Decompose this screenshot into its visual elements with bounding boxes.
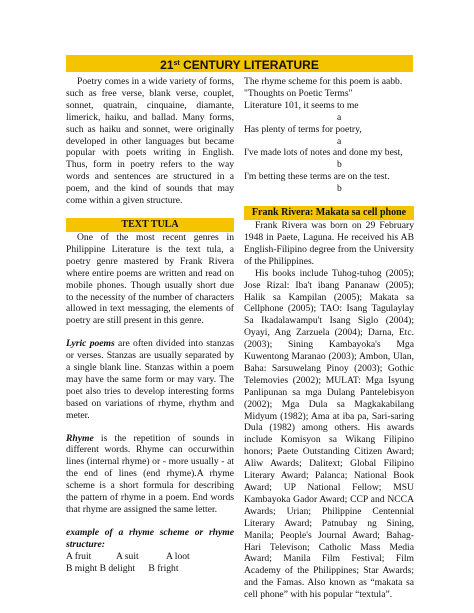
frank-bio-paragraph-2: His books include Tuhog-tuhog (2005); Jose Rizal: Iba't ibang Pananaw (2005); Halik sa Kampilan (2005); Makata sa Cellphone (2005); TAO: Isang Tagulaylay Sa Ikadalawampu't Isang Siglo (2004); Oyayi, Ang Zarzuela (2004); Darna, Etc. (2003); Sining Kambayoka's Mga Kuwentong Maranao (2003); Ambon, Ulan, Baha: Sarsuwelang Pinoy (2003); Gothic Telemovies (2002); MULAT: Mga Isyung Panlipunan sa mga Dulang Pantelebisyon (2002); Mga Dula sa Magkakabilang Midyum (1982); Ama at iba pa, Sari-saring Dula (1982) among others. His awards include Komisyon sa Wikang Filipino honors; Paete Outstanding Citizen Award; Aliw Awards; Dalitext; Global Filipino Literary Award; Palanca; National Book Award; UP National Fellow; MSU Kambayoka Gador Award; CCP and NCCA Awards; Urian; Philippine Centennial Literary Award; Patnubay ng Sining, Manila; People's Journal Award; Bahag-Hari Televison; Catholic Mass Media Award; Manila Film Festival; Film Academy of the Philippines; Star Awards; and the Famas. Also known as “makata sa cell phone” with his popular “textula”. <box>244 267 414 601</box>
right-column <box>244 76 414 601</box>
rhyme-term: Rhyme <box>66 432 94 444</box>
page-title <box>66 55 413 72</box>
title-number: 21 <box>160 58 174 72</box>
text-tula-heading: TEXT TULA <box>66 218 234 232</box>
rhyme-paragraph <box>66 433 234 516</box>
poem-title: "Thoughts on Poetic Terms" <box>244 87 353 99</box>
poem-line: I'm betting these terms are on the test. <box>244 171 390 183</box>
rhyme-letter: a <box>337 135 342 147</box>
rhyme-letter: b <box>337 183 342 195</box>
example-label: example of a rhyme scheme or rhyme structure: <box>66 526 234 550</box>
text-tula-paragraph: One of the most recent genres in Philippine Literature is the text tula, a poetry genre mastered by Frank Rivera where entire poems are written and read on mobile phones. Though usually short due to the necessity of the number of characters allowed in text messaging, the elements of poetry are still present in this genre. <box>66 231 234 327</box>
example-item: B might B delight <box>66 562 136 574</box>
frank-bio-paragraph-1: Frank Rivera was born on 29 February 1948 in Paete, Laguna. He received his AB English-Filipino degree from the University of the Philippines. <box>244 220 414 267</box>
example-item: A loot <box>166 550 190 562</box>
example-row-2 <box>66 563 234 575</box>
title-text: CENTURY LITERATURE <box>179 58 319 72</box>
lyric-paragraph <box>66 338 234 421</box>
example-item: A fruit <box>66 550 92 562</box>
intro-paragraph: Poetry comes in a wide variety of forms, such as free verse, blank verse, couplet, sonnet, quatrain, cinquaine, diamante, limerick, haiku, and ballad. Many forms, such as haiku and sonnet, were originally developed in other languages but became popular with poets writing in English. Thus, form in poetry refers to the way words and sentences are structured in a poem, and the kind of sounds that may come within a given structure. <box>66 76 234 207</box>
frank-rivera-heading: Frank Rivera: Makata sa cell phone <box>244 206 414 220</box>
lyric-term: Lyric poems <box>66 338 115 350</box>
poem-line: I've made lots of notes and done my best, <box>244 147 403 159</box>
rhyme-letter: b <box>337 159 342 171</box>
rhyme-letter: a <box>337 111 342 123</box>
left-column <box>66 76 234 575</box>
lyric-text: are often divided into stanzas or verses. Stanzas are usually separated by a single blank line. Stanzas within a poem may have the same form or may vary. The poet also tries to develop interesting forms based on variations of rhyme, rhythm and meter. <box>66 338 234 421</box>
example-item: A suit <box>116 550 139 562</box>
poem-line: Has plenty of terms for poetry, <box>244 123 362 135</box>
title-superscript: st <box>173 60 180 67</box>
example-item: B fright <box>148 562 179 574</box>
example-row-1 <box>66 551 234 563</box>
scheme-intro: The rhyme scheme for this poem is aabb. <box>244 76 403 87</box>
poem-line: Literature 101, it seems to me <box>244 99 359 111</box>
rhyme-text: is the repetition of sounds in different words. Rhyme can occurwithin lines (internal rhyme) or - more usually - at the end of lines (end rhyme).A rhyme scheme is a short formula for describing the pattern of rhyme in a poem. End words that rhyme are assigned the same letter. <box>66 432 234 515</box>
